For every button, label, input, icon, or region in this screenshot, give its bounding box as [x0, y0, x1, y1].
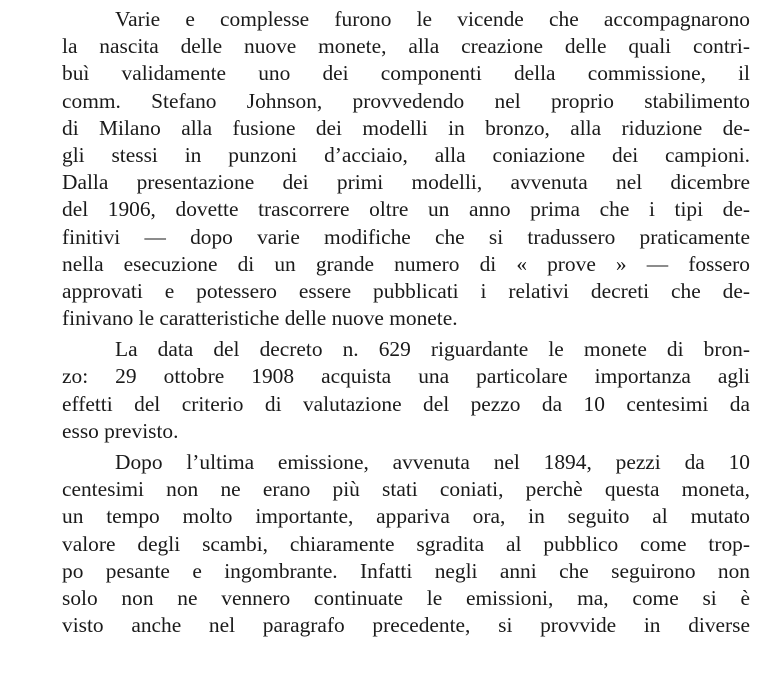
- text-line: finivano le caratteristiche delle nuove monete.: [62, 306, 458, 331]
- text-line: Dalla presentazione dei primi modelli, avvenuta nel dicembre: [62, 170, 750, 195]
- text-line: finitivi — dopo varie modifiche che si tradussero praticamente: [62, 224, 750, 249]
- text-line: gli stessi in punzoni d’acciaio, alla coniazione dei campioni.: [62, 142, 750, 167]
- text-line: nella esecuzione di un grande numero di « prove » — fossero: [62, 251, 750, 276]
- text-line: centesimi non ne erano più stati coniati, perchè questa moneta,: [62, 477, 750, 502]
- text-line: un tempo molto importante, appariva ora, in seguito al mutato: [62, 504, 750, 529]
- paragraph: [62, 336, 750, 445]
- text-line: comm. Stefano Johnson, provvedendo nel proprio stabilimento: [62, 88, 750, 113]
- paragraph: [62, 6, 750, 332]
- text-line: effetti del criterio di valutazione del pezzo da 10 centesimi da: [62, 391, 750, 416]
- text-line: la nascita delle nuove monete, alla creazione delle quali contri-: [62, 34, 750, 59]
- text-line: po pesante e ingombrante. Infatti negli anni che seguirono non: [62, 558, 750, 583]
- text-line: zo: 29 ottobre 1908 acquista una particolare importanza agli: [62, 364, 750, 389]
- text-line: solo non ne vennero continuate le emissioni, ma, come si è: [62, 585, 750, 610]
- text-line: La data del decreto n. 629 riguardante le monete di bron-: [115, 337, 750, 362]
- text-line: valore degli scambi, chiaramente sgradita al pubblico come trop-: [62, 531, 750, 556]
- text-line: Varie e complesse furono le vicende che accompagnarono: [115, 7, 750, 31]
- text-line: buì validamente uno dei componenti della commissione, il: [62, 61, 750, 86]
- text-line: del 1906, dovette trascorrere oltre un anno prima che i tipi de-: [62, 197, 750, 222]
- text-line: approvati e potessero essere pubblicati i relativi decreti che de-: [62, 278, 750, 303]
- text-line: esso previsto.: [62, 418, 179, 443]
- text-line: di Milano alla fusione dei modelli in bronzo, alla riduzione de-: [62, 115, 750, 140]
- text-line: visto anche nel paragrafo precedente, si provvide in diverse: [62, 613, 750, 638]
- text-line: Dopo l’ultima emissione, avvenuta nel 1894, pezzi da 10: [115, 450, 750, 474]
- paragraph: [62, 449, 750, 639]
- document-page: [62, 6, 750, 639]
